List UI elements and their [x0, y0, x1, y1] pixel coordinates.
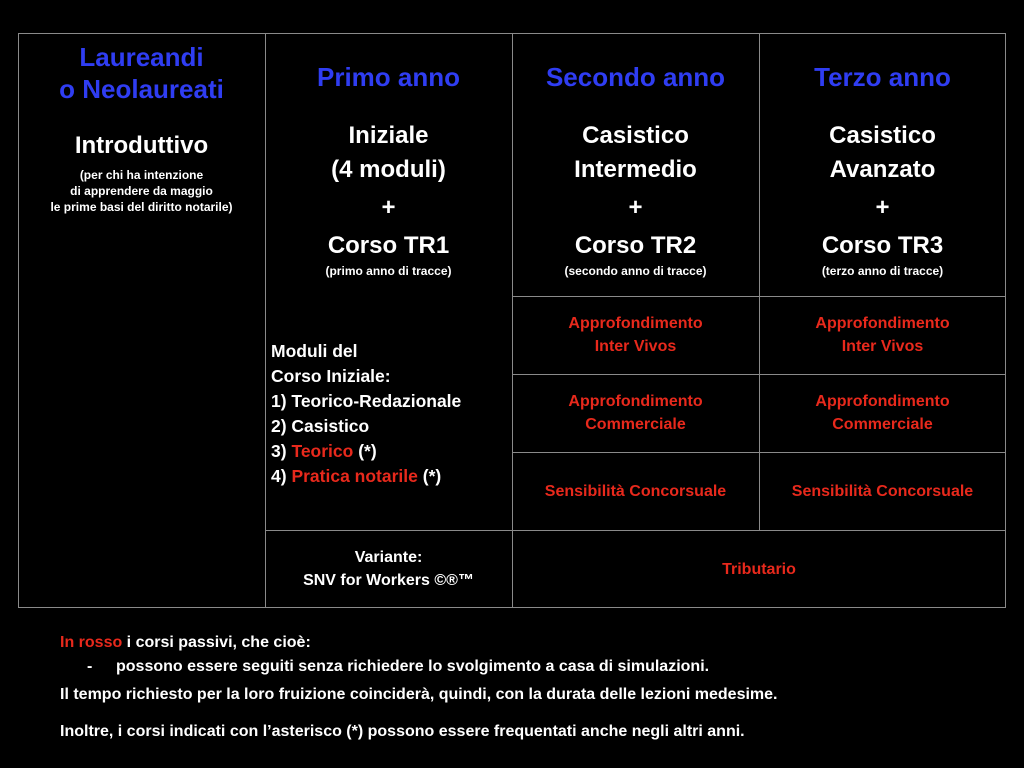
module-item-4-name: Pratica notarile [291, 466, 418, 486]
approfondimento-commerciale-secondo [512, 374, 759, 452]
approfondimento-inter-vivos-secondo [512, 296, 759, 374]
course-name-line1: Casistico [829, 122, 936, 149]
module-item-4-number: 4) [271, 466, 292, 486]
column-primo-anno [265, 61, 512, 279]
cell-line2: Commerciale [832, 416, 933, 433]
approfondimento-commerciale-terzo [759, 374, 1006, 452]
module-item-3 [271, 439, 461, 464]
approfondimento-inter-vivos-terzo [759, 296, 1006, 374]
tr-course: Corso TR1 [327, 232, 450, 259]
cell-line1: Approfondimento [815, 315, 950, 332]
tr-course-note: (primo anno di tracce) [325, 264, 452, 278]
note-line-4: Inoltre, i corsi indicati con l’asterisco (*) possono essere frequentati anche negli altri anni. [60, 723, 745, 740]
cell-line2: Inter Vivos [594, 338, 677, 355]
variante-cell [265, 530, 512, 608]
course-name-line1: Iniziale [348, 122, 429, 149]
note-red-label: In rosso [60, 634, 123, 651]
module-item-1: 1) Teorico-Redazionale [271, 391, 462, 411]
course-table [18, 33, 1006, 608]
tributario-cell [512, 530, 1006, 608]
plus-sign: + [381, 194, 396, 221]
course-name-line1: Casistico [582, 122, 689, 149]
variante-label: Variante: [354, 549, 423, 566]
column-title: Secondo anno [545, 62, 726, 92]
course-note-line2: di apprendere da maggio [70, 184, 213, 198]
cell-line2: Commerciale [585, 416, 686, 433]
column-title: Primo anno [316, 62, 460, 92]
note-line-1-rest: i corsi passivi, che cioè: [122, 634, 311, 651]
plus-sign: + [628, 194, 643, 221]
tr-course-note: (secondo anno di tracce) [564, 264, 707, 278]
tr-course-note: (terzo anno di tracce) [821, 264, 944, 278]
course-introduttivo: Introduttivo [74, 132, 209, 159]
column-title-line1: Laureandi [79, 42, 204, 72]
course-name-line2: Avanzato [829, 156, 936, 183]
modules-heading-line1: Moduli del [271, 341, 358, 361]
plus-sign: + [875, 194, 890, 221]
module-item-3-asterisk: (*) [353, 441, 377, 461]
module-item-4 [271, 464, 461, 489]
cell-line1: Sensibilità Concorsuale [791, 482, 974, 500]
note-bullet: - [87, 658, 93, 675]
tr-course: Corso TR3 [821, 232, 944, 259]
note-line-3: Il tempo richiesto per la loro fruizione coinciderà, quindi, con la durata delle lezioni medesime. [60, 686, 778, 703]
column-secondo-anno [512, 61, 759, 279]
modules-list [271, 339, 461, 489]
module-item-3-name: Teorico [291, 441, 354, 461]
cell-line1: Approfondimento [568, 393, 703, 410]
cell-line1: Approfondimento [815, 393, 950, 410]
course-note-line3: le prime basi del diritto notarile) [50, 200, 233, 214]
note-line-1 [60, 634, 311, 652]
tributario-label: Tributario [722, 560, 796, 578]
cell-line1: Approfondimento [568, 315, 703, 332]
note-line-2: possono essere seguiti senza richiedere lo svolgimento a casa di simulazioni. [116, 658, 710, 675]
column-laureandi [18, 41, 265, 215]
column-title: Terzo anno [814, 62, 951, 92]
course-note-line1: (per chi ha intenzione [79, 168, 204, 182]
cell-line2: Inter Vivos [841, 338, 924, 355]
sensibilita-concorsuale-terzo [759, 452, 1006, 530]
course-name-line2: Intermedio [574, 156, 697, 183]
modules-heading-line2: Corso Iniziale: [271, 366, 391, 386]
tr-course: Corso TR2 [574, 232, 697, 259]
variante-name: SNV for Workers ©®™ [303, 572, 474, 589]
module-item-4-asterisk: (*) [417, 466, 442, 486]
course-name-line2: (4 moduli) [331, 156, 446, 183]
module-item-3-number: 3) [271, 441, 292, 461]
sensibilita-concorsuale-secondo [512, 452, 759, 530]
module-item-2: 2) Casistico [271, 416, 370, 436]
column-terzo-anno [759, 61, 1006, 279]
cell-line1: Sensibilità Concorsuale [544, 482, 727, 500]
column-title-line2: o Neolaureati [59, 74, 224, 104]
